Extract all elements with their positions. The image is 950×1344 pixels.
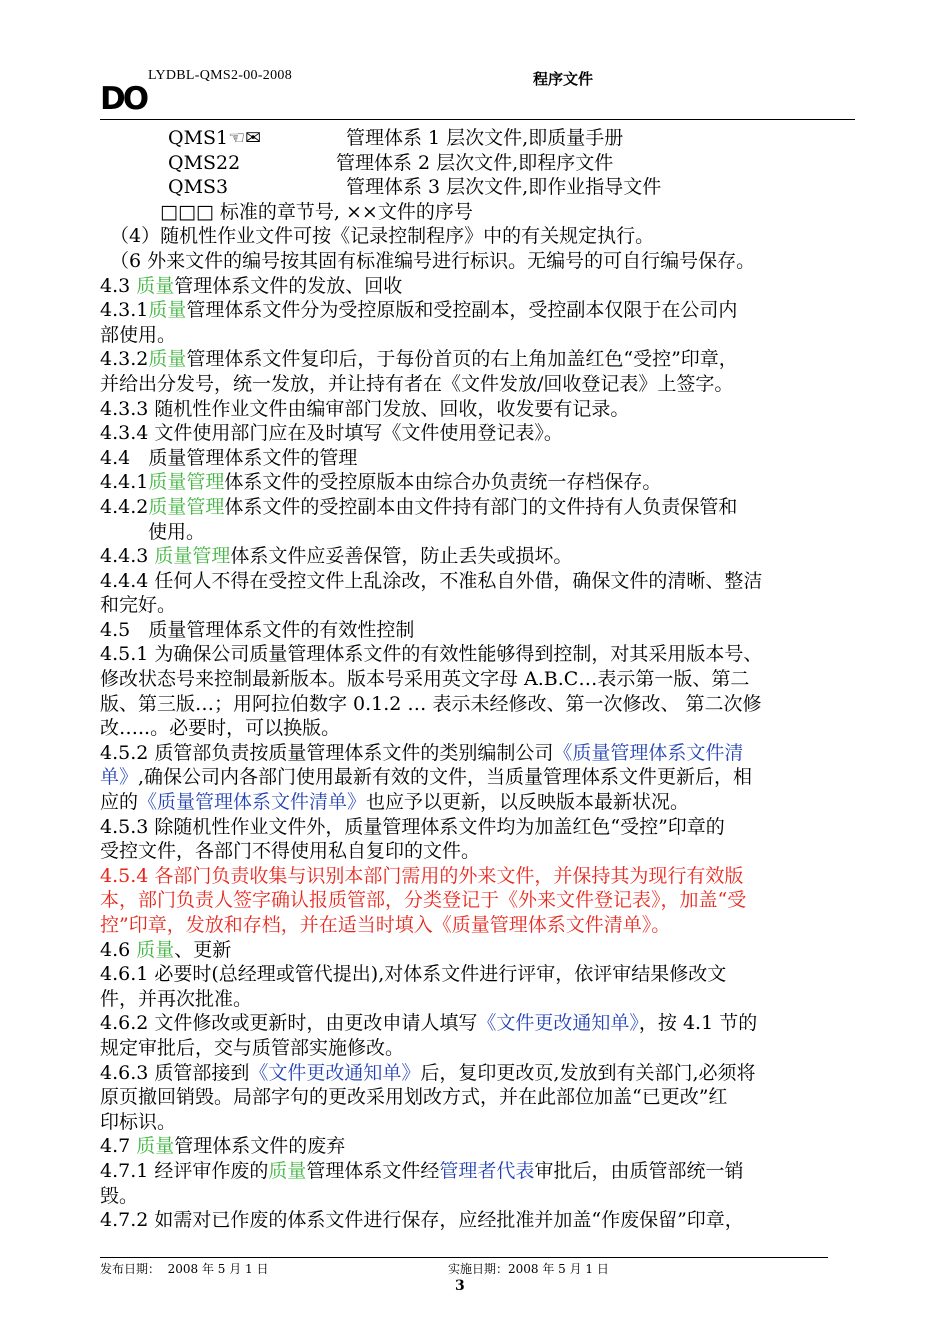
paragraph-6: （6 外来文件的编号按其固有标准编号进行标识。无编号的可自行编号保存。 — [110, 249, 756, 272]
management-representative-link[interactable]: 管理者代表 — [439, 1159, 535, 1182]
code-label: QMS3 — [168, 176, 229, 199]
section-4-6-1: 4.6.1 必要时(总经理或管代提出),对体系文件进行评审，依评审结果修改文 — [100, 963, 727, 986]
section-4-4-2: 4.4.2质量管理体系文件的受控副本由文件持有部门的文件持有人负责保管和 — [100, 495, 738, 518]
document-reference-link[interactable]: 《质量管理体系文件清单》 — [138, 791, 367, 814]
section-4-3-2: 4.3.2质量管理体系文件复印后，于每份首页的右上角加盖红色“受控”印章， — [100, 348, 738, 371]
section-4-5-1-cont: 版、第三版…；用阿拉伯数字 0.1.2 … 表示未经修改、第一次修改、 第二次修 — [100, 692, 762, 715]
section-4-5-1-cont: 改…..。必要时，可以换版。 — [100, 717, 341, 740]
section-4-3-1-cont: 部使用。 — [100, 323, 177, 346]
section-4-6-heading: 4.6 质量、更新 — [100, 938, 232, 961]
section-4-3-heading: 4.3 质量管理体系文件的发放、回收 — [100, 274, 403, 297]
section-4-4-2-cont: 使用。 — [148, 520, 206, 543]
section-4-7-2: 4.7.2 如需对已作废的体系文件进行保存，应经批准并加盖“作废保留”印章， — [100, 1209, 744, 1232]
quality-highlight: 质量 — [148, 299, 187, 322]
section-4-6-3-cont: 印标识。 — [100, 1110, 177, 1133]
header-divider — [100, 119, 855, 120]
quality-highlight: 质量 — [268, 1159, 307, 1182]
section-4-4-4: 4.4.4 任何人不得在受控文件上乱涂改，不准私自外借，确保文件的清晰、整洁 — [100, 569, 763, 592]
code-label: QMS22 — [168, 151, 241, 174]
document-body — [100, 126, 860, 1233]
implementation-date: 实施日期：2008 年 5 月 1 日 — [448, 1262, 609, 1276]
code-description: 管理体系 1 层次文件,即质量手册 — [346, 127, 624, 149]
quality-management-highlight: 质量管理 — [154, 545, 231, 568]
section-4-4-1: 4.4.1质量管理体系文件的受控原版本由综合办负责统一存档保存。 — [100, 471, 662, 494]
code-line-qms1 — [100, 126, 860, 151]
section-4-5-heading: 4.5 质量管理体系文件的有效性控制 — [100, 618, 415, 641]
section-4-4-3: 4.4.3 质量管理体系文件应妥善保管，防止丢失或损坏。 — [100, 545, 573, 568]
issue-date: 发布日期： 2008 年 5 月 1 日 — [100, 1262, 269, 1276]
section-4-7-1-cont: 毁。 — [100, 1184, 139, 1207]
code-line-qms3 — [100, 175, 860, 200]
section-4-6-3: 4.6.3 质管部接到《文件更改通知单》后，复印更改页,发放到有关部门,必须将 — [100, 1061, 756, 1084]
code-description: 管理体系 3 层次文件,即作业指导文件 — [346, 176, 662, 199]
document-code: LYDBL-QMS2-00-2008 — [148, 68, 292, 83]
section-4-6-2-cont: 规定审批后，交与质管部实施修改。 — [100, 1036, 405, 1059]
section-4-7-1: 4.7.1 经评审作废的质量管理体系文件经管理者代表审批后，由质管部统一销 — [100, 1159, 744, 1182]
company-logo: DO — [100, 81, 147, 117]
section-4-5-2: 4.5.2 质管部负责按质量管理体系文件的类别编制公司《质量管理体系文件清 — [100, 741, 744, 764]
document-reference-link[interactable]: 《质量管理体系文件清 — [553, 741, 744, 764]
document-reference-link[interactable]: 《文件更改通知单》 — [477, 1012, 639, 1035]
section-4-4-4-cont: 和完好。 — [100, 594, 177, 617]
quality-highlight: 质量 — [136, 938, 175, 961]
section-4-4-heading: 4.4 质量管理体系文件的管理 — [100, 446, 358, 469]
page-number: 3 — [455, 1278, 465, 1294]
document-reference-link[interactable]: 单》 — [100, 766, 139, 789]
code-line-qms2 — [100, 151, 860, 176]
section-4-3-1: 4.3.1质量管理体系文件分为受控原版和受控副本，受控副本仅限于在公司内 — [100, 299, 738, 322]
section-4-5-1-cont: 修改状态号来控制最新版本。版本号采用英文字母 A.B.C…表示第一版、第二 — [100, 668, 750, 691]
section-4-5-3-cont: 受控文件，各部门不得使用私自复印的文件。 — [100, 840, 481, 863]
section-4-3-2-cont: 并给出分发号，统一发放，并让持有者在《文件发放/回收登记表》上签字。 — [100, 372, 734, 395]
section-4-5-3: 4.5.3 除随机性作业文件外，质量管理体系文件均为加盖红色“受控”印章的 — [100, 815, 725, 838]
section-4-5-1: 4.5.1 为确保公司质量管理体系文件的有效性能够得到控制，对其采用版本号、 — [100, 643, 763, 666]
code-note: □□□ 标准的章节号, ××文件的序号 — [160, 200, 473, 223]
quality-highlight: 质量 — [148, 348, 187, 371]
section-4-3-3: 4.3.3 随机性作业文件由编审部门发放、回收，收发要有记录。 — [100, 397, 630, 420]
section-4-6-2: 4.6.2 文件修改或更新时，由更改申请人填写《文件更改通知单》，按 4.1 节的 — [100, 1012, 758, 1035]
code-label: QMS1☜✉ — [168, 127, 262, 149]
section-4-5-2-cont: 单》,确保公司内各部门使用最新有效的文件，当质量管理体系文件更新后，相 — [100, 766, 753, 789]
quality-highlight: 质量 — [136, 1135, 175, 1158]
quality-management-highlight: 质量管理 — [148, 471, 225, 494]
section-4-6-1-cont: 件，并再次批准。 — [100, 987, 253, 1010]
section-4-5-4-cont: 控”印章，发放和存档，并在适当时填入《质量管理体系文件清单》。 — [100, 914, 671, 936]
quality-management-highlight: 质量管理 — [148, 495, 225, 518]
document-type-title: 程序文件 — [533, 70, 594, 88]
section-4-6-3-cont: 原页撤回销毁。局部字句的更改采用划改方式，并在此部位加盖“已更改”红 — [100, 1086, 728, 1109]
document-reference-link[interactable]: 《文件更改通知单》 — [249, 1061, 421, 1084]
quality-highlight: 质量 — [136, 274, 175, 297]
paragraph-4: （4）随机性作业文件可按《记录控制程序》中的有关规定执行。 — [110, 225, 655, 248]
section-4-3-4: 4.3.4 文件使用部门应在及时填写《文件使用登记表》。 — [100, 422, 563, 445]
code-description: 管理体系 2 层次文件,即程序文件 — [336, 151, 614, 174]
section-4-5-4: 4.5.4 各部门负责收集与识别本部门需用的外来文件，并保持其为现行有效版 — [100, 864, 744, 887]
section-4-7-heading: 4.7 质量管理体系文件的废弃 — [100, 1135, 346, 1158]
section-4-5-4-cont: 本，部门负责人签字确认报质管部，分类登记于《外来文件登记表》，加盖“受 — [100, 889, 747, 912]
section-4-5-2-cont: 应的《质量管理体系文件清单》也应予以更新，以反映版本最新状况。 — [100, 791, 690, 814]
footer-divider — [100, 1257, 828, 1258]
